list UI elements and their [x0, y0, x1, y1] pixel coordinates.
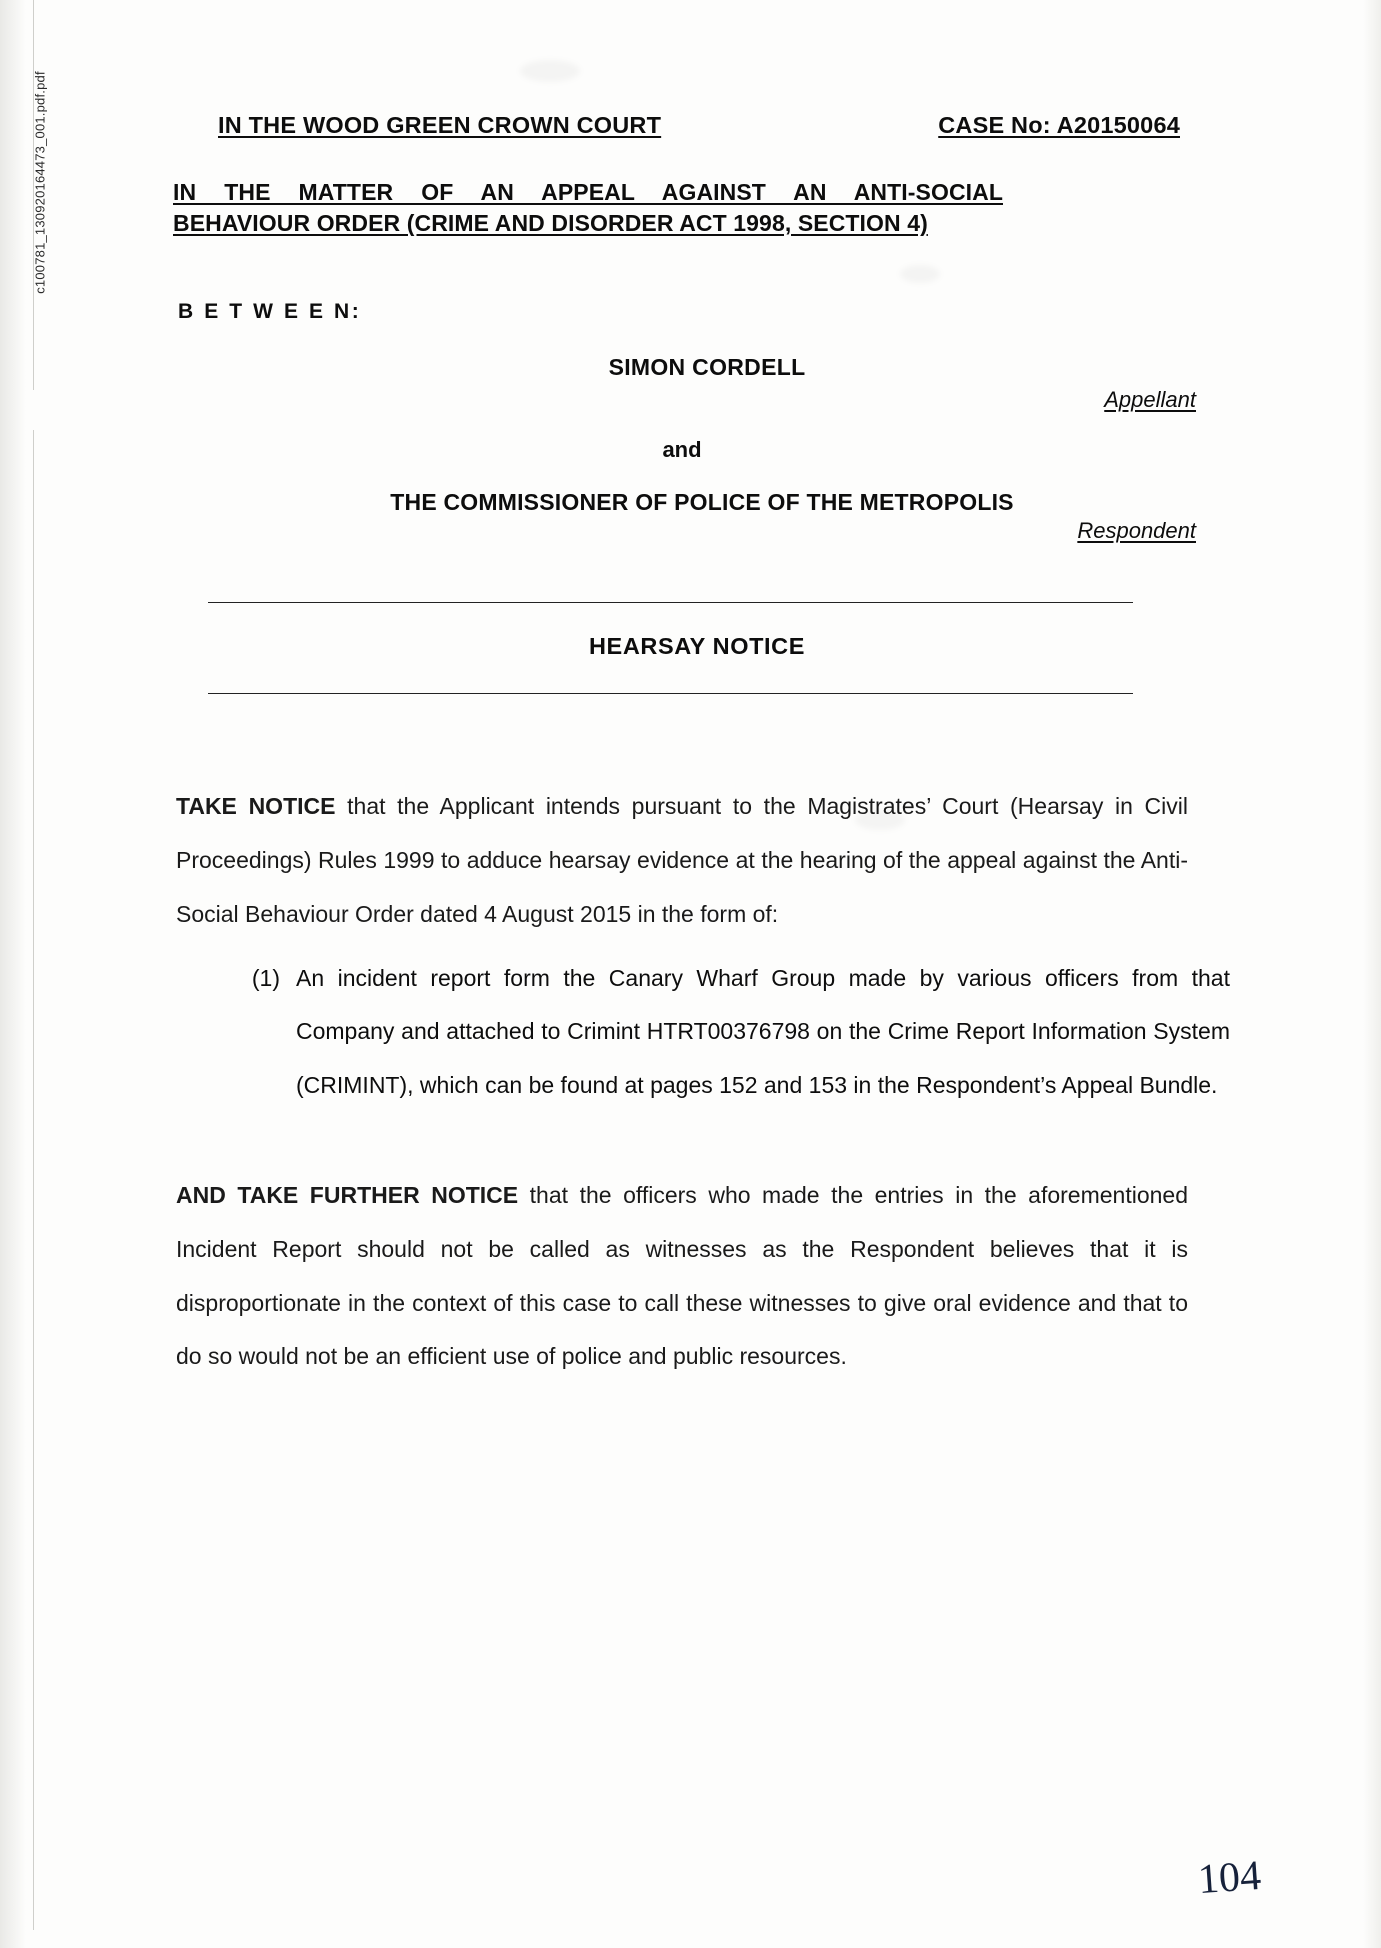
scan-sidebar-filename: c100781_130920164473_001.pdf.pdf	[32, 71, 48, 294]
case-number: CASE No: A20150064	[938, 112, 1180, 138]
scan-edge-left	[0, 0, 26, 1948]
further-notice-text: that the officers who made the entries in the aforementioned Incident Report should not be called as witnesses as the Respondent believes that it is disproportionate in the context of this case to call these witnesses to give oral evidence and that to do so would not be an efficient use of police and public resources.	[176, 1182, 1188, 1370]
matter-heading-line-2: BEHAVIOUR ORDER (CRIME AND DISORDER ACT 1998, SECTION 4)	[173, 209, 928, 236]
scan-smudge	[520, 60, 580, 82]
appellant-block	[218, 354, 1196, 544]
respondent-name: THE COMMISSIONER OF POLICE OF THE METROPOLIS	[390, 489, 1014, 516]
list-item-number: (1)	[251, 964, 280, 991]
further-notice-lead: AND TAKE FURTHER NOTICE	[176, 1182, 519, 1209]
take-notice-text: that the Applicant intends pursuant to the Magistrates’ Court (Hearsay in Civil Proceedings) Rules 1999 to adduce hearsay evidence at the hearing of the appeal against the Anti-Social Behaviour Order dated 4 August 2015 in the form of:	[176, 793, 1188, 927]
handwritten-page-number: 104	[1196, 1852, 1263, 1904]
list-item	[218, 952, 1230, 1113]
title-rule-top	[208, 602, 1133, 603]
respondent-role: Respondent	[1077, 518, 1196, 544]
appellant-role: Appellant	[1104, 387, 1196, 413]
paragraph-take-notice	[176, 780, 1188, 941]
list-item-text: An incident report form the Canary Wharf Group made by various officers from that Company and attached to Crimint HTRT00376798 on the Crime Report Information System (CRIMINT), which can be found at pages 152 and 153 in the Respondent’s Appeal Bundle.	[296, 964, 1230, 1099]
party-conjunction: and	[662, 437, 702, 463]
binder-margin-line-lower	[33, 430, 34, 1930]
matter-heading	[173, 177, 1163, 238]
take-notice-lead: TAKE NOTICE	[176, 793, 336, 820]
scan-edge-right	[1363, 0, 1381, 1948]
between-label: B E T W E E N:	[178, 300, 362, 324]
paragraph-further-notice	[176, 1169, 1188, 1384]
document-content	[173, 112, 1230, 1384]
court-name: IN THE WOOD GREEN CROWN COURT	[218, 112, 662, 138]
document-header	[218, 112, 1186, 139]
appellant-name: SIMON CORDELL	[608, 354, 806, 381]
document-title: HEARSAY NOTICE	[588, 633, 806, 660]
title-rule-bottom	[208, 693, 1133, 694]
matter-heading-line-1: IN THE MATTER OF AN APPEAL AGAINST AN ANTI-SOCIAL	[173, 179, 1003, 205]
